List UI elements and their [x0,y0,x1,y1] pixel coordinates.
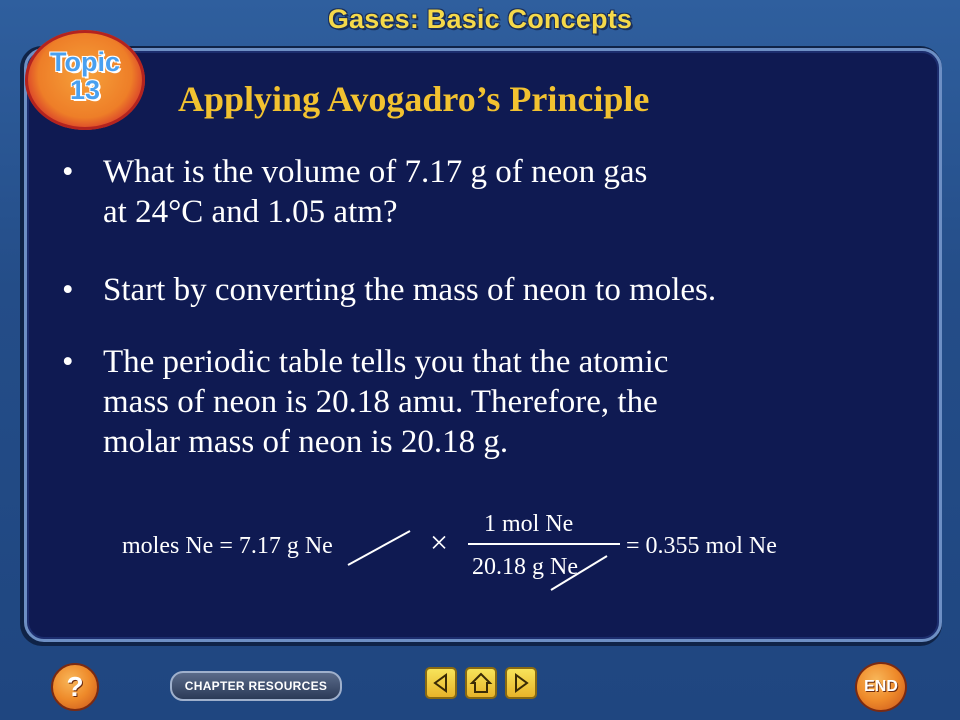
home-button[interactable] [465,667,497,699]
bullet-marker: • [62,154,74,190]
fraction-bar [468,543,620,545]
chapter-resources-button[interactable]: CHAPTER RESOURCES [170,671,342,701]
section-title: Gases: Basic Concepts [327,4,633,34]
bullet-text: Start by converting the mass of neon to moles. [103,272,717,308]
next-button[interactable] [505,667,537,699]
help-button[interactable]: ? [51,663,99,711]
equation-result: = 0.355 mol Ne [626,533,777,559]
end-button[interactable]: END [855,662,907,712]
cancel-strike-denominator [545,550,615,595]
bullet-marker: • [62,344,74,380]
next-arrow-icon [507,669,535,697]
fraction-denominator: 20.18 g Ne [472,554,578,580]
topic-badge[interactable] [25,30,145,130]
bullet-text: What is the volume of 7.17 g of neon gas at 24°C and 1.05 atm? [103,154,648,230]
previous-button[interactable] [425,667,457,699]
bullet-text: The periodic table tells you that the atomic mass of neon is 20.18 amu. Therefore, the molar mass of neon is 20.18 g. [103,344,669,460]
slide-title: Applying Avogadro’s Principle [178,79,650,119]
equation-lhs: moles Ne = 7.17 g Ne [122,533,333,559]
topic-number: 13 [69,75,101,105]
home-icon [467,669,495,697]
bullet-marker: • [62,272,74,308]
cancel-strike-lhs [340,525,420,570]
topic-label: Topic [50,47,120,77]
multiply-sign: × [430,524,449,560]
previous-arrow-icon [427,669,455,697]
fraction-numerator: 1 mol Ne [484,511,574,537]
